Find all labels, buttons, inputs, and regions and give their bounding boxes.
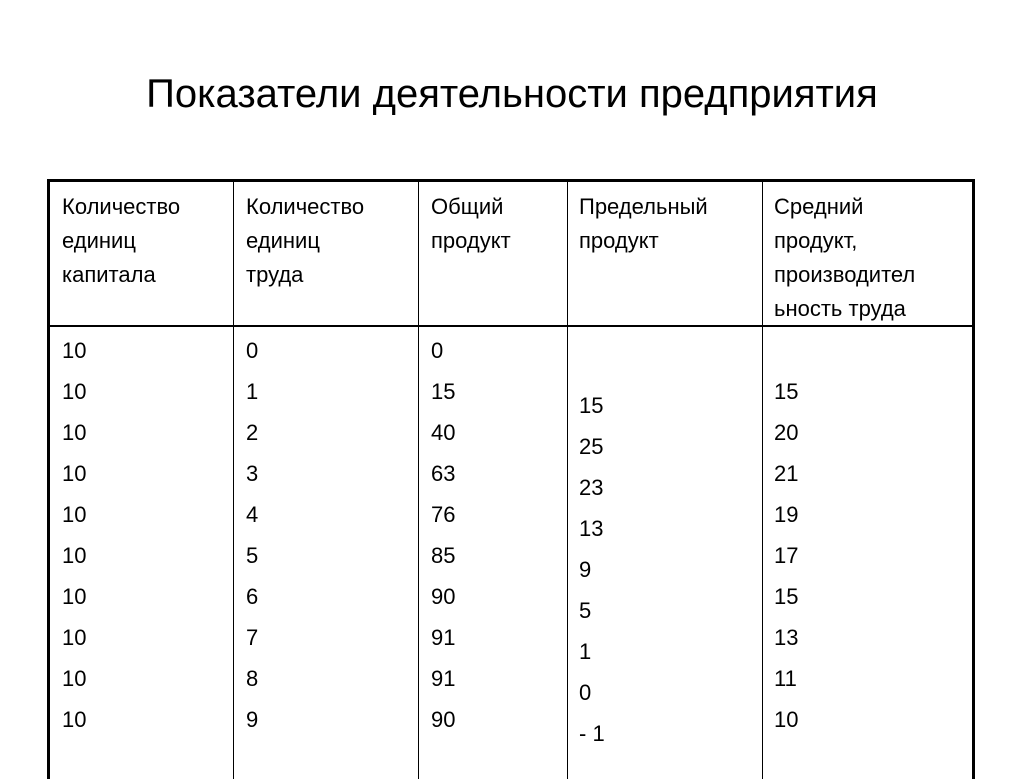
table-cell: 7	[246, 625, 259, 650]
column-capital	[62, 330, 86, 740]
table-cell: 13	[774, 625, 799, 650]
table-cell: 10	[62, 543, 87, 568]
table-cell: 63	[431, 461, 456, 486]
table-cell: 20	[774, 420, 799, 445]
header-labor	[246, 190, 364, 292]
header-line: производител	[774, 262, 916, 287]
table-cell: 10	[62, 625, 87, 650]
table-cell: 3	[246, 461, 259, 486]
table-cell: 17	[774, 543, 799, 568]
table-cell: 15	[774, 584, 799, 609]
header-line: продукт	[431, 228, 511, 253]
table-cell: 10	[62, 379, 87, 404]
table-cell: 15	[579, 393, 604, 418]
header-line: продукт,	[774, 228, 858, 253]
table-cell: 10	[62, 502, 87, 527]
table-cell: 10	[62, 584, 87, 609]
table-cell: 90	[431, 707, 456, 732]
table-cell: 10	[774, 707, 799, 732]
table-cell: 10	[62, 420, 87, 445]
header-marginal-product	[579, 190, 708, 258]
header-total-product	[431, 190, 511, 258]
table-cell: 21	[774, 461, 799, 486]
column-divider	[418, 182, 419, 779]
column-divider	[762, 182, 763, 779]
table-cell: 40	[431, 420, 456, 445]
header-line: Предельный	[579, 194, 708, 219]
table-cell: 91	[431, 625, 456, 650]
table-cell: 0	[246, 338, 259, 363]
table-cell: 0	[579, 680, 592, 705]
table-cell: 85	[431, 543, 456, 568]
column-divider	[233, 182, 234, 779]
table-cell: 23	[579, 475, 604, 500]
production-table	[47, 179, 975, 779]
table-cell: 76	[431, 502, 456, 527]
table-cell: 13	[579, 516, 604, 541]
table-cell: 5	[579, 598, 592, 623]
column-average-product	[774, 371, 798, 740]
table-cell: 19	[774, 502, 799, 527]
table-cell: 90	[431, 584, 456, 609]
header-line: труда	[246, 262, 304, 287]
header-line: продукт	[579, 228, 659, 253]
table-cell: 0	[431, 338, 444, 363]
table-cell: 1	[579, 639, 592, 664]
table-cell: 15	[774, 379, 799, 404]
header-average-product	[774, 190, 915, 326]
column-total-product	[431, 330, 455, 740]
header-line: Количество	[246, 194, 365, 219]
column-labor	[246, 330, 258, 740]
table-cell: 10	[62, 666, 87, 691]
table-cell: 9	[246, 707, 259, 732]
table-cell: 10	[62, 461, 87, 486]
table-cell: 4	[246, 502, 259, 527]
table-cell: 5	[246, 543, 259, 568]
table-cell: 6	[246, 584, 259, 609]
table-cell: 2	[246, 420, 259, 445]
table-cell: 15	[431, 379, 456, 404]
table-cell: - 1	[579, 721, 605, 746]
header-line: единиц	[246, 228, 320, 253]
table-cell: 9	[579, 557, 592, 582]
header-capital	[62, 190, 180, 292]
header-line: капитала	[62, 262, 156, 287]
header-line: единиц	[62, 228, 136, 253]
column-divider	[567, 182, 568, 779]
table-cell: 91	[431, 666, 456, 691]
table-cell: 1	[246, 379, 259, 404]
table-cell: 8	[246, 666, 259, 691]
header-line: Количество	[62, 194, 181, 219]
column-marginal-product	[579, 385, 605, 754]
header-line: Общий	[431, 194, 504, 219]
table-cell: 25	[579, 434, 604, 459]
table-cell: 10	[62, 707, 87, 732]
table-cell: 11	[774, 666, 797, 691]
header-line: Средний	[774, 194, 864, 219]
header-line: ьность труда	[774, 296, 906, 321]
table-cell: 10	[62, 338, 87, 363]
slide-title: Показатели деятельности предприятия	[146, 72, 878, 116]
